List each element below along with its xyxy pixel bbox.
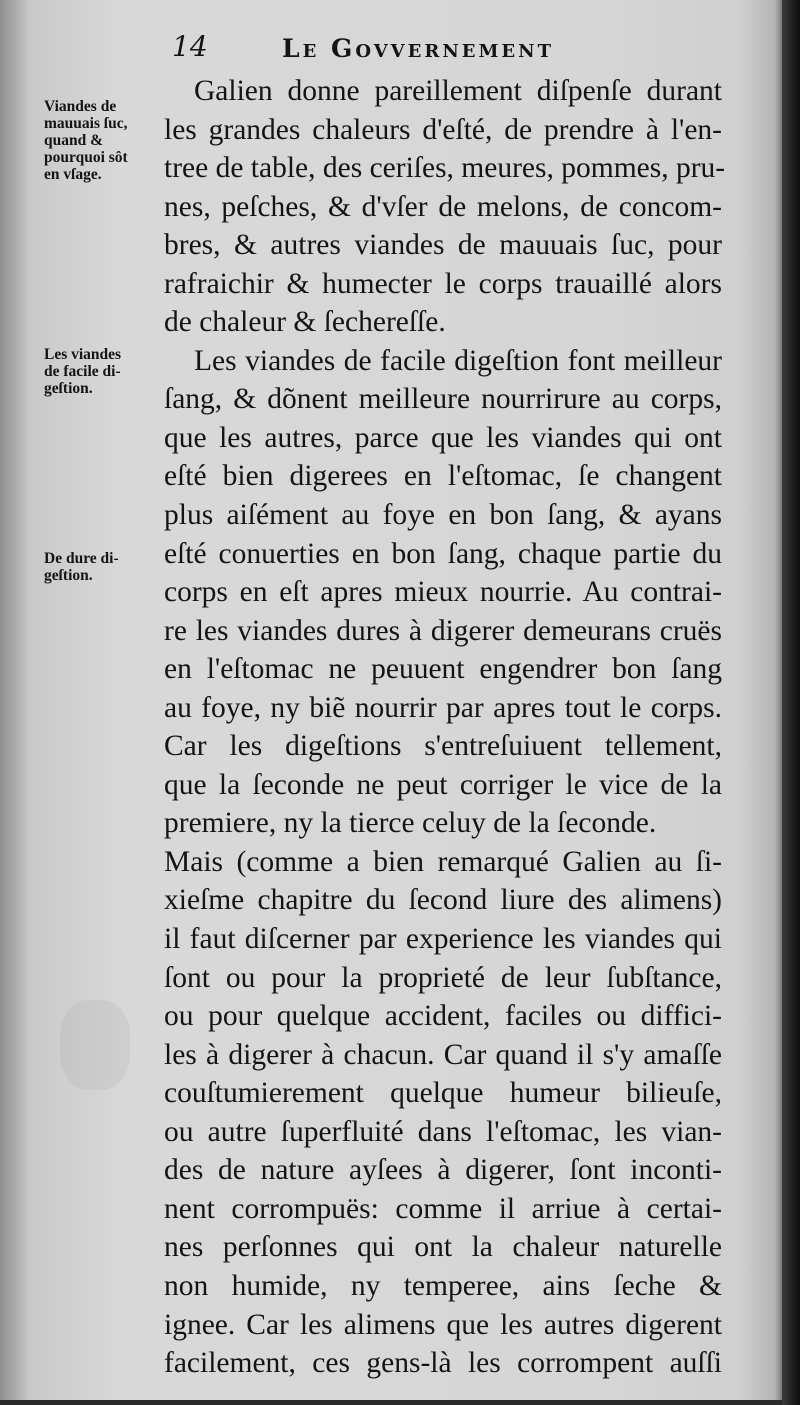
text-line: ſont ou pour la proprieté de leur ſubſtance, — [164, 961, 722, 994]
text-line: couſtumierement quelque humeur bilieuſe, — [164, 1077, 722, 1110]
text-line: nes, peſches, & d'vſer de melons, de concom- — [164, 190, 722, 223]
text-line: re les viandes dures à digerer demeurans cruës — [164, 614, 722, 647]
text-line: les grandes chaleurs d'eſté, de prendre à l'en- — [164, 113, 722, 146]
text-line: Mais (comme a bien remarqué Galien au ſi- — [164, 845, 722, 878]
marginal-note-2 — [44, 346, 162, 397]
text-line: ignee. Car les alimens que les autres digerent — [164, 1308, 722, 1341]
text-line: eſté conuerties en bon ſang, chaque partie du — [164, 537, 722, 570]
text-line: ſang, & dõnent meilleure nourrirure au corps, — [164, 383, 722, 416]
text-line: Galien donne pareillement diſpenſe durant — [194, 75, 722, 107]
text-line: xieſme chapitre du ſecond liure des alimens) — [164, 884, 722, 917]
text-line: Car les digeſtions s'entreſuiuent tellement, — [164, 730, 722, 763]
marginal-note-line: De dure di- — [44, 550, 119, 567]
text-line: nent corrompuës: comme il arriue à certai- — [164, 1192, 722, 1225]
paper-stain — [60, 1000, 130, 1090]
marginal-note-3 — [44, 550, 162, 584]
text-line: de chaleur & ſechereſſe. — [164, 306, 446, 339]
text-line: plus aiſément au foye en bon ſang, & ayans — [164, 499, 722, 532]
page-number: 14 — [172, 30, 208, 63]
marginal-note-line: Les viandes — [44, 346, 122, 363]
text-line: rafraichir & humecter le corps trauaillé alors — [164, 267, 722, 300]
text-line: que la ſeconde ne peut corriger le vice de la — [164, 768, 722, 801]
marginal-note-line: pourquoi sôt — [44, 149, 128, 166]
text-line: au foye, ny biẽ nourrir par apres tout le corps. — [164, 691, 722, 724]
text-line: tree de table, des ceriſes, meures, pommes, pru- — [164, 152, 726, 185]
text-line: en l'eſtomac ne peuuent engendrer bon ſang — [164, 653, 722, 686]
marginal-note-1 — [44, 98, 162, 183]
running-title: Le Govvernement — [282, 34, 554, 63]
text-line: que les autres, parce que les viandes qui ont — [164, 421, 722, 454]
marginal-note-line: geſtion. — [44, 380, 93, 397]
marginal-note-line: mauuais ſuc, — [44, 115, 128, 132]
text-line: eſté bien digerees en l'eſtomac, ſe changent — [164, 460, 722, 493]
text-line: nes perſonnes qui ont la chaleur naturelle — [164, 1231, 722, 1264]
marginal-note-line: de facile di- — [44, 363, 121, 380]
text-line: les à digerer à chacun. Car quand il s'y amaſſe — [164, 1038, 722, 1071]
text-line: des de nature ayſees à digerer, ſont inconti- — [164, 1154, 722, 1187]
text-line: corps en eſt apres mieux nourrie. Au contrai- — [164, 576, 722, 609]
text-line: ou pour quelque accident, faciles ou diffici- — [164, 1000, 722, 1033]
text-line: ou autre ſuperfluité dans l'eſtomac, les vian- — [164, 1115, 722, 1148]
text-line: premiere, ny la tierce celuy de la ſeconde. — [164, 807, 657, 840]
page-header — [172, 28, 732, 72]
text-line: Les viandes de facile digeſtion font meilleur — [194, 344, 722, 377]
marginal-note-line: geſtion. — [44, 567, 93, 584]
text-line: non humide, ny temperee, ains ſeche & — [164, 1269, 722, 1302]
marginal-note-line: quand & — [44, 132, 104, 149]
main-text-block — [164, 72, 726, 1383]
book-gutter-shadow — [782, 0, 800, 1405]
text-line: bres, & autres viandes de mauuais ſuc, pour — [164, 229, 722, 262]
text-line: il faut diſcerner par experience les viandes qui — [164, 923, 722, 956]
text-line: facilement, ces gens-là les corrompent auſſi — [164, 1347, 722, 1380]
marginal-note-line: en vſage. — [44, 166, 102, 183]
marginal-note-line: Viandes de — [44, 98, 117, 115]
